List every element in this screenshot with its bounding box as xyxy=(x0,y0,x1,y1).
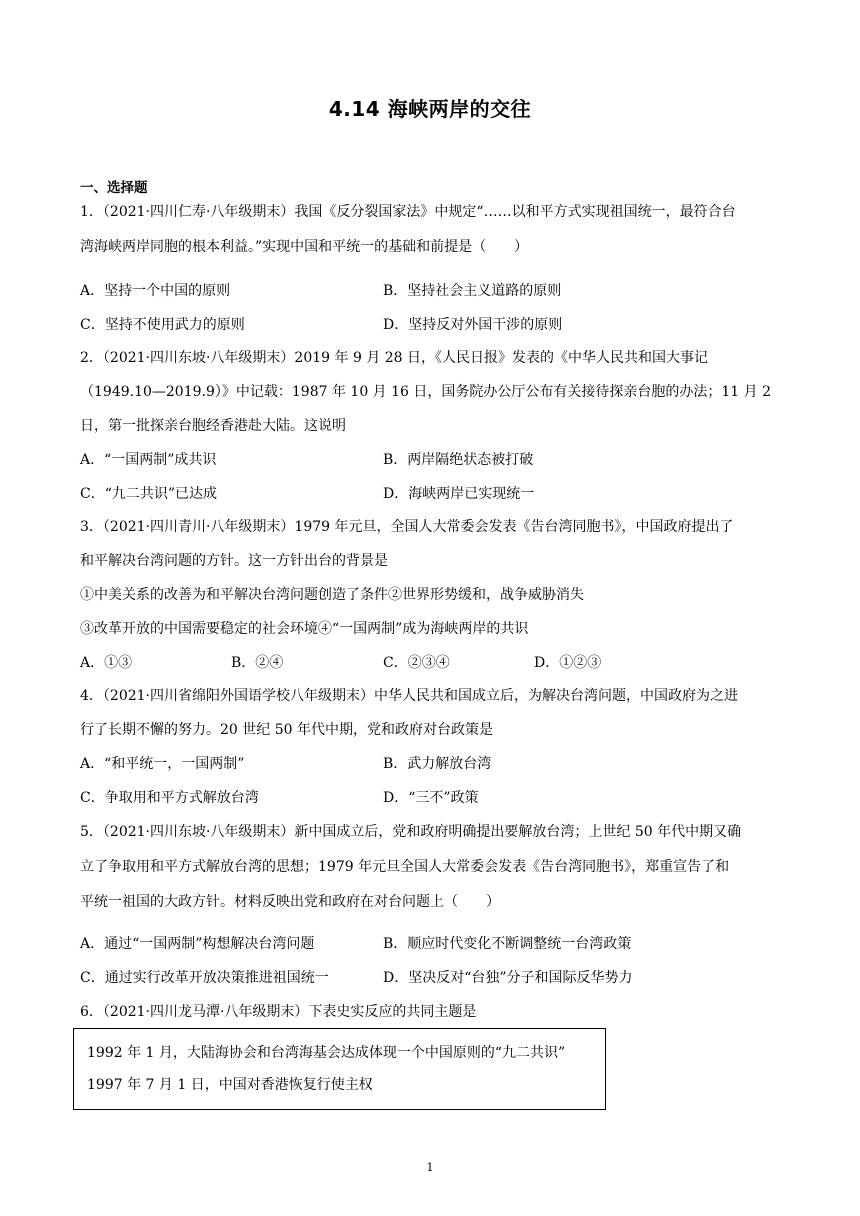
q3-option-b[interactable]: B．②④ xyxy=(231,655,284,671)
q4-option-d[interactable]: D．“三不”政策 xyxy=(383,790,479,806)
q2-stem-line-2: （1949.10—2019.9）》中记载：1987 年 10 月 16 日，国务院办公厅公布有关接待探亲台胞的办法；11 月 2 xyxy=(80,384,772,400)
q2-option-c[interactable]: C．“九二共识”已达成 xyxy=(80,486,218,502)
q3-stem-line-4: ③改革开放的中国需要稳定的社会环境④“一国两制”成为海峡两岸的共识 xyxy=(80,621,529,637)
q3-stem-line-1: 3．（2021·四川青川·八年级期末）1979 年元旦，全国人大常委会发表《告台湾同胞书》，中国政府提出了 xyxy=(80,519,734,535)
q2-option-b[interactable]: B．两岸隔绝状态被打破 xyxy=(383,452,534,468)
q5-option-a[interactable]: A．通过“一国两制”构想解决台湾问题 xyxy=(80,936,315,952)
q1-stem-line-1: 1．（2021·四川仁寿·八年级期末）我国《反分裂国家法》中规定“……以和平方式实现祖国统一，最符合台 xyxy=(80,204,736,220)
q1-option-d[interactable]: D．坚持反对外国干涉的原则 xyxy=(383,317,563,333)
q2-option-d[interactable]: D．海峡两岸已实现统一 xyxy=(383,486,535,502)
q1-stem-line-2: 湾海峡两岸同胞的根本利益。”实现中国和平统一的基础和前提是（ ） xyxy=(80,239,529,255)
q3-stem-line-2: 和平解决台湾问题的方针。这一方针出台的背景是 xyxy=(80,553,388,569)
q5-stem-line-3: 平统一祖国的大政方针。材料反映出党和政府在对台问题上（ ） xyxy=(80,894,500,910)
q2-stem-line-3: 日，第一批探亲台胞经香港赴大陆。这说明 xyxy=(80,418,346,434)
page-title: 4.14 海峡两岸的交往 xyxy=(328,97,532,121)
q1-option-c[interactable]: C．坚持不使用武力的原则 xyxy=(80,317,245,333)
q6-table-row-2: 1997 年 7 月 1 日，中国对香港恢复行使主权 xyxy=(87,1077,373,1093)
q6-table-row-1: 1992 年 1 月，大陆海协会和台湾海基会达成体现一个中国原则的“九二共识” xyxy=(87,1045,566,1061)
q5-stem-line-1: 5．（2021·四川东坡·八年级期末）新中国成立后，党和政府明确提出要解放台湾；上世纪 50 年代中期又确 xyxy=(80,824,742,840)
q5-option-d[interactable]: D．坚决反对“台独”分子和国际反华势力 xyxy=(383,970,633,986)
q6-history-table xyxy=(73,1028,606,1110)
q5-option-b[interactable]: B．顺应时代变化不断调整统一台湾政策 xyxy=(383,936,632,952)
q4-option-b[interactable]: B．武力解放台湾 xyxy=(383,756,492,772)
q3-option-d[interactable]: D．①②③ xyxy=(534,655,602,671)
q2-stem-line-1: 2．（2021·四川东坡·八年级期末）2019 年 9 月 28 日，《人民日报》发表的《中华人民共和国大事记 xyxy=(80,350,709,366)
q5-stem-line-2: 立了争取用和平方式解放台湾的思想；1979 年元旦全国人大常委会发表《告台湾同胞书》，郑重宣告了和 xyxy=(80,859,730,875)
q4-stem-line-1: 4．（2021·四川省绵阳外国语学校八年级期末）中华人民共和国成立后，为解决台湾问题，中国政府为之进 xyxy=(80,688,738,704)
q1-option-b[interactable]: B．坚持社会主义道路的原则 xyxy=(383,283,562,299)
q3-option-a[interactable]: A．①③ xyxy=(80,655,133,671)
q6-stem-line-1: 6．（2021·四川龙马潭·八年级期末）下表史实反应的共同主题是 xyxy=(80,1004,477,1020)
q4-option-a[interactable]: A．“和平统一，一国两制” xyxy=(80,756,245,772)
q1-option-a[interactable]: A．坚持一个中国的原则 xyxy=(80,283,231,299)
q4-option-c[interactable]: C．争取用和平方式解放台湾 xyxy=(80,790,259,806)
q3-option-c[interactable]: C．②③④ xyxy=(383,655,450,671)
section-heading: 一、选择题 xyxy=(80,180,148,196)
q2-option-a[interactable]: A．“一国两制”成共识 xyxy=(80,452,217,468)
q4-stem-line-2: 行了长期不懈的努力。20 世纪 50 年代中期，党和政府对台政策是 xyxy=(80,722,493,738)
q3-stem-line-3: ①中美关系的改善为和平解决台湾问题创造了条件②世界形势缓和，战争威胁消失 xyxy=(80,587,584,603)
page-number: 1 xyxy=(426,1161,434,1174)
q5-option-c[interactable]: C．通过实行改革开放决策推进祖国统一 xyxy=(80,970,329,986)
